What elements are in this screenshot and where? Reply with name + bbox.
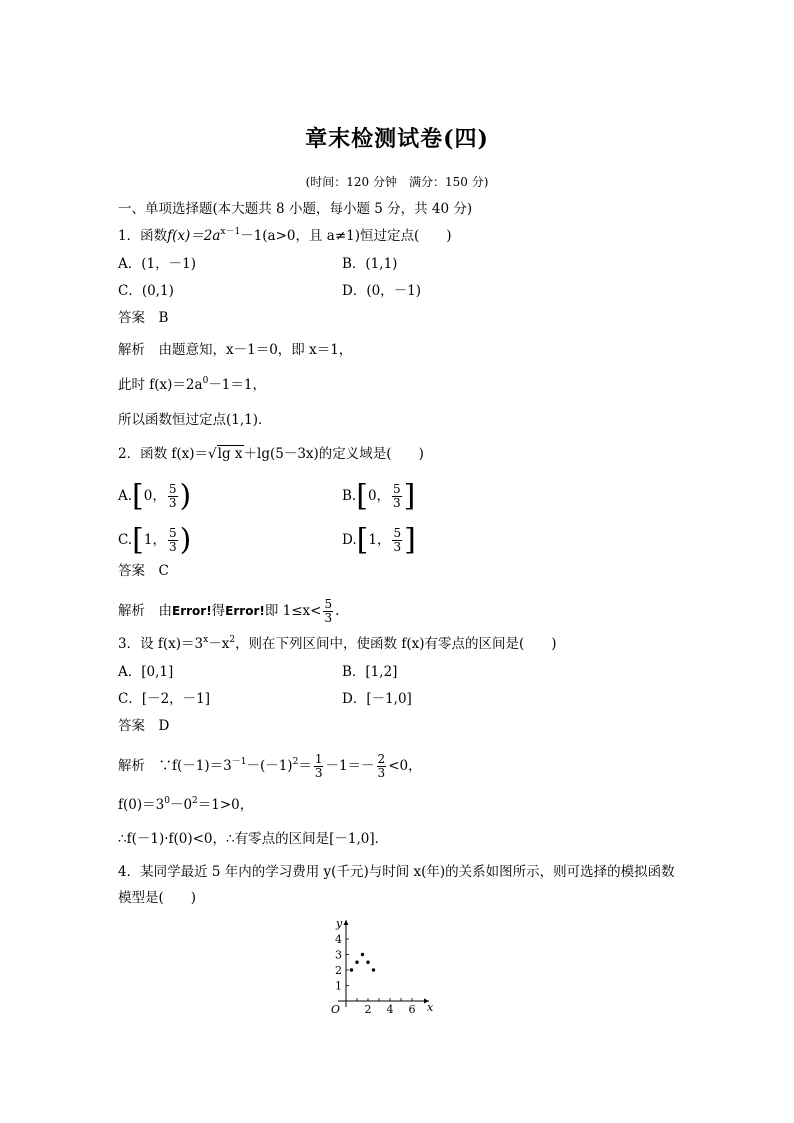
q3-answer: 答案 D bbox=[118, 718, 170, 734]
q1-solution-line1: 解析 由题意知，x－1＝0，即 x＝1， bbox=[118, 342, 353, 358]
q2-answer: 答案 C bbox=[118, 563, 169, 579]
data-point bbox=[372, 968, 375, 971]
q3-option-d: D．[－1,0] bbox=[342, 691, 412, 707]
y-axis-label: y bbox=[336, 917, 343, 930]
y-tick-label: 2 bbox=[335, 964, 342, 977]
q1-solution-line2: 此时 $f(x)=2a^0-1=1$， bbox=[118, 376, 266, 393]
q3-solution-line3: ∴f(－1)·f(0)<0，∴有零点的区间是[－1,0]． bbox=[118, 831, 389, 847]
x-axis-label: x bbox=[427, 1001, 434, 1014]
data-point bbox=[355, 961, 358, 964]
q2-solution: 解析 由Error!得Error!即 1≤x< $\frac{5}{3}$ . bbox=[118, 597, 340, 625]
q1-option-a: A．(1，－1) bbox=[118, 256, 196, 272]
q1-option-d: D．(0，－1) bbox=[342, 283, 422, 299]
page-title: 章末检测试卷(四) bbox=[305, 126, 489, 152]
q1-option-b: B．(1,1) bbox=[342, 256, 398, 272]
section-heading: 一、单项选择题(本大题共 8 小题，每小题 5 分，共 40 分) bbox=[118, 201, 473, 217]
q3-option-a: A．[0,1] bbox=[118, 664, 174, 680]
data-point bbox=[350, 968, 353, 971]
q1-option-c: C．(0,1) bbox=[118, 283, 174, 299]
x-tick-label: 6 bbox=[408, 1003, 416, 1016]
q4-scatter-chart bbox=[326, 916, 466, 1016]
y-tick-label: 1 bbox=[335, 979, 342, 993]
q2-option-a: A.[0， $\frac{5}{3}$ ) bbox=[118, 478, 192, 514]
q3-stem: 3．设 $f(x)=3^x-x^2$，则在下列区间中，使函数 f(x)有零点的区间是( ) bbox=[118, 635, 557, 652]
q3-solution-line2: $f(0)=3^0-0^2=1>0$， bbox=[118, 796, 254, 813]
q1-solution-line3: 所以函数恒过定点(1,1)． bbox=[118, 412, 272, 428]
q3-option-c: C．[－2，－1] bbox=[118, 691, 211, 707]
q4-stem-line2: 模型是( ) bbox=[118, 890, 197, 906]
q1-stem: 1．函数$f(x)=2a^{x-1}-1(a>0$，且 a≠1)恒过定点( ) bbox=[118, 227, 452, 244]
q1-answer: 答案 B bbox=[118, 310, 169, 326]
q3-option-b: B．[1,2] bbox=[342, 664, 398, 680]
x-tick-label: 2 bbox=[364, 1003, 372, 1016]
q2-option-c: C.[1， $\frac{5}{3}$ ) bbox=[118, 522, 192, 558]
data-point bbox=[361, 953, 364, 956]
q4-stem-line1: 4．某同学最近 5 年内的学习费用 y(千元)与时间 x(年)的关系如图所示，则可选择的模拟函数 bbox=[118, 864, 675, 880]
origin-label: O bbox=[330, 1003, 340, 1016]
x-tick-label: 4 bbox=[386, 1003, 394, 1016]
q2-option-d: D.[1， $\frac{5}{3}$ ] bbox=[342, 522, 416, 558]
y-tick-label: 3 bbox=[335, 948, 342, 962]
q2-stem: 2．函数 f(x)＝√lg x＋lg(5－3x)的定义域是( ) bbox=[118, 446, 424, 462]
exam-info: (时间：120 分钟 满分：150 分) bbox=[305, 175, 489, 189]
data-point bbox=[366, 961, 369, 964]
y-axis-arrow bbox=[344, 920, 349, 925]
q3-solution-line1: 解析 $\because f(-1)=3^{-1}-(-1)^2=$ $\frac{1}{3}$ －1＝－ $\frac{2}{3}$ <0， bbox=[118, 752, 422, 780]
q2-option-b: B.[0， $\frac{5}{3}$ ] bbox=[342, 478, 416, 514]
y-tick-label: 4 bbox=[335, 933, 342, 946]
